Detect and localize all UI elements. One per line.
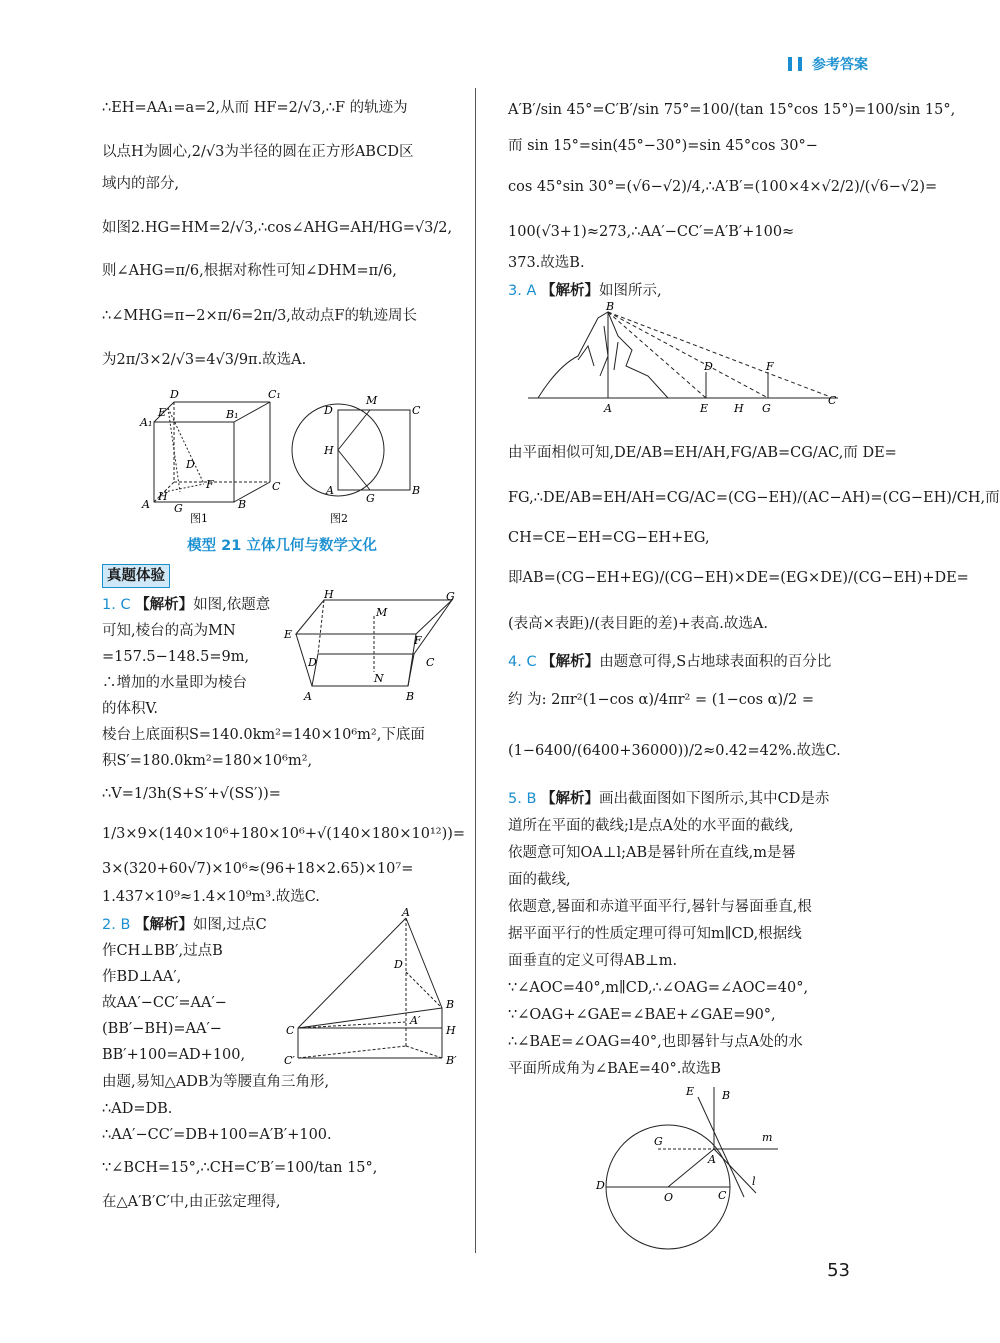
q4-number: 4. C [508, 654, 537, 671]
label-C-fig2: C [412, 404, 421, 417]
figure-triangle-prism [282, 906, 462, 1072]
figure-2-circle-square [292, 404, 410, 496]
text-line: 依题意,晷面和赤道平面平行,晷针与晷面垂直,根 [508, 899, 812, 916]
q4-analysis-tag: 【解析】 [541, 653, 600, 671]
label-H-q3: H [734, 402, 744, 415]
text-line: 在△A′B′C′中,由正弦定理得, [102, 1194, 281, 1211]
label-E: E [158, 406, 167, 419]
text-line: 为2π/3×2/√3=4√3/9π.故选A. [102, 352, 307, 368]
text-line: 棱台上底面积S=140.0km²=140×10⁶m²,下底面 [102, 727, 425, 744]
model-title: 模型 21 立体几何与数学文化 [187, 538, 377, 555]
label-A-q5: A [708, 1153, 716, 1167]
label-A-prime-q2: A′ [410, 1014, 421, 1028]
text-line: 据平面平行的性质定理可得可知m∥CD,根据线 [508, 926, 802, 943]
text-line: 故AA′−CC′=AA′− [102, 995, 227, 1012]
label-B-q2: B [446, 998, 455, 1012]
text-line: 积S′=180.0km²=180×10⁶m², [102, 753, 313, 770]
text-line: ∴AA′−CC′=DB+100=A′B′+100. [102, 1127, 332, 1144]
label-A: A [142, 498, 150, 511]
text-line: 如图2.HG=HM=2/√3,∴cos∠AHG=AH/HG=√3/2, [102, 220, 453, 236]
text-line: 依题意可知OA⊥l;AB是晷针所在直线,m是晷 [508, 845, 797, 862]
figure-frustum [284, 588, 459, 707]
text-line: 如图所示, [598, 283, 662, 299]
q5-number: 5. B [508, 791, 537, 808]
text-line: 面垂直的定义可得AB⊥m. [508, 953, 678, 970]
label-C-prime-q2: C′ [284, 1054, 295, 1068]
q3-number: 3. A [508, 283, 537, 299]
label-O-q5: O [664, 1191, 674, 1205]
label-m-q5: m [762, 1131, 773, 1145]
text-line: ∵∠OAG+∠GAE=∠BAE+∠GAE=90°, [508, 1007, 776, 1024]
q3-analysis-tag: 【解析】 [540, 282, 599, 299]
label-D-q1: D [308, 656, 317, 670]
label-D-q5: D [596, 1179, 605, 1193]
label-M-q1: M [376, 606, 388, 620]
text-line: 由平面相似可知,DE/AB=EH/AH,FG/AB=CG/AC,而 DE= [508, 445, 897, 462]
left-column [102, 94, 466, 1216]
label-D: D [186, 458, 195, 471]
text-line: (表高×表距)/(表目距的差)+表高.故选A. [508, 616, 769, 633]
label-B-q3: B [606, 300, 615, 313]
text-line: ∵∠AOC=40°,m∥CD,∴∠OAG=∠AOC=40°, [508, 980, 809, 997]
question-2 [102, 906, 462, 1216]
label-A-q3: A [604, 402, 612, 415]
label-C1: C₁ [268, 388, 281, 401]
label-C-q1: C [426, 656, 435, 670]
text-line: (BB′−BH)=AA′− [102, 1021, 222, 1038]
q5-analysis-tag: 【解析】 [541, 790, 600, 808]
fig2-caption: 图2 [330, 512, 348, 525]
header-bar-icon [788, 57, 792, 71]
label-A-q1: A [304, 690, 312, 704]
label-D-q2: D [394, 958, 403, 972]
label-A1: A₁ [140, 416, 153, 429]
section-tag-wrap [102, 564, 462, 588]
label-C-q2: C [286, 1024, 295, 1038]
label-B-q5: B [722, 1089, 731, 1103]
text-line: 画出截面图如下图所示,其中CD是赤 [599, 791, 830, 808]
page-header [788, 54, 868, 74]
text-line: 1.437×10⁹≈1.4×10⁹m³.故选C. [102, 889, 320, 906]
text-line: A′B′/sin 45°=C′B′/sin 75°=100/(tan 15°cos 15°)=100/sin 15°, [508, 102, 956, 118]
text-line: 以点H为圆心,2/√3为半径的圆在正方形ABCD区 [102, 144, 414, 160]
label-C: C [272, 480, 281, 493]
text-line: 而 sin 15°=sin(45°−30°)=sin 45°cos 30°− [508, 138, 818, 154]
label-G-q1: G [446, 590, 455, 604]
label-A-q2: A [402, 906, 410, 920]
q2-number: 2. B [102, 917, 131, 934]
text-line: 100(√3+1)≈273,∴AA′−CC′=A′B′+100≈ [508, 224, 795, 240]
text-line: 373.故选B. [508, 255, 585, 271]
label-E-q1: E [284, 628, 293, 642]
label-D-fig2: D [324, 404, 333, 417]
text-line: FG,∴DE/AB=EH/AH=CG/AC=(CG−EH)/(AC−AH)=(CG−EH)/CH,而 [508, 490, 1000, 507]
text-line: 面的截线, [508, 872, 571, 889]
label-B1: B₁ [226, 408, 239, 421]
label-H-q2: H [446, 1024, 456, 1038]
text-line: ∴增加的水量即为棱台 [102, 675, 247, 692]
figure-mountain [508, 300, 868, 424]
question-5 [508, 785, 868, 1260]
text-line: ∴V=1/3h(S+S′+√(SS′))= [102, 786, 281, 803]
text-line: 即AB=(CG−EH+EG)/(CG−EH)×DE=(EG×DE)/(CG−EH)+DE= [508, 570, 969, 587]
text-line: =157.5−148.5=9m, [102, 649, 250, 666]
label-B-fig2: B [412, 484, 421, 497]
label-A-fig2: A [326, 484, 334, 497]
text-line: 作BD⊥AA′, [102, 969, 182, 986]
q1-analysis-tag: 【解析】 [135, 596, 194, 614]
label-C-q5: C [718, 1189, 727, 1203]
text-line: ∴∠MHG=π−2×π/6=2π/3,故动点F的轨迹周长 [102, 308, 417, 324]
text-line: 平面所成角为∠BAE=40°.故选B [508, 1061, 721, 1078]
text-line: 3×(320+60√7)×10⁶≈(96+18×2.65)×10⁷= [102, 861, 414, 878]
label-C-q3: C [828, 394, 837, 407]
left-intro-block [102, 94, 462, 384]
label-B-q1: B [406, 690, 415, 704]
label-D1: D [170, 388, 179, 401]
question-1 [102, 588, 466, 910]
text-line: 的体积V. [102, 701, 159, 718]
text-line: ∴AD=DB. [102, 1101, 173, 1118]
label-G: G [174, 502, 183, 515]
text-line: 约 为: 2πr²(1−cos α)/4πr² = (1−cos α)/2 = [508, 692, 814, 709]
label-B: B [238, 498, 247, 511]
text-line: 则∠AHG=π/6,根据对称性可知∠DHM=π/6, [102, 263, 397, 279]
right-column [508, 88, 1000, 1261]
label-H: H [158, 490, 168, 503]
text-line: 1/3×9×(140×10⁶+180×10⁶+√(140×180×10¹²))= [102, 826, 466, 843]
fig1-caption: 图1 [190, 512, 208, 525]
label-G-fig2: G [366, 492, 375, 505]
label-E-q3: E [700, 402, 709, 415]
text-line: (1−6400/(6400+36000))/2≈0.42=42%.故选C. [508, 743, 841, 760]
page-number: 53 [827, 1260, 850, 1281]
text-line: cos 45°sin 30°=(√6−√2)/4,∴A′B′=(100×4×√2/2)/(√6−√2)= [508, 179, 938, 195]
text-line: 如图,过点C [193, 917, 267, 934]
figure-cube-and-circle [102, 384, 462, 524]
text-line: 作CH⊥BB′,过点B [102, 943, 223, 960]
text-line: 如图,依题意 [193, 597, 271, 614]
label-F-q3: F [766, 360, 774, 373]
label-D-q3: D [704, 360, 713, 373]
header-title: 参考答案 [812, 57, 868, 73]
q1-number: 1. C [102, 597, 131, 614]
text-line: ∴EH=AA₁=a=2,从而 HF=2/√3,∴F 的轨迹为 [102, 100, 408, 116]
text-line: 由题,易知△ADB为等腰直角三角形, [102, 1074, 330, 1091]
label-H-fig2: H [324, 444, 334, 457]
label-M: M [366, 394, 378, 407]
label-F: F [206, 478, 214, 491]
label-H-q1: H [324, 588, 334, 602]
section-tag: 真题体验 [102, 564, 170, 588]
label-G-q5: G [654, 1135, 663, 1149]
text-line: CH=CE−EH=CG−EH+EG, [508, 530, 710, 547]
text-line: ∵∠BCH=15°,∴CH=C′B′=100/tan 15°, [102, 1160, 378, 1177]
column-divider [475, 88, 476, 1253]
figure-sundial-circle [508, 1083, 868, 1253]
label-l-q5: l [752, 1175, 756, 1189]
text-line: 道所在平面的截线;l是点A处的水平面的截线, [508, 818, 794, 835]
text-line: BB′+100=AD+100, [102, 1047, 246, 1064]
question-3 [508, 276, 1000, 647]
header-bar-icon [798, 57, 802, 71]
label-F-q1: F [414, 634, 422, 648]
label-E-q5: E [686, 1085, 695, 1099]
label-B-prime-q2: B′ [446, 1054, 457, 1068]
text-line: 由题意可得,S占地球表面积的百分比 [599, 654, 832, 671]
label-N-q1: N [374, 672, 384, 686]
q2-analysis-tag: 【解析】 [135, 916, 194, 934]
text-line: 域内的部分, [102, 176, 180, 192]
question-4 [508, 647, 868, 779]
text-line: 可知,棱台的高为MN [102, 623, 236, 640]
label-G-q3: G [762, 402, 771, 415]
text-line: ∴∠BAE=∠OAG=40°,也即晷针与点A处的水 [508, 1034, 803, 1051]
